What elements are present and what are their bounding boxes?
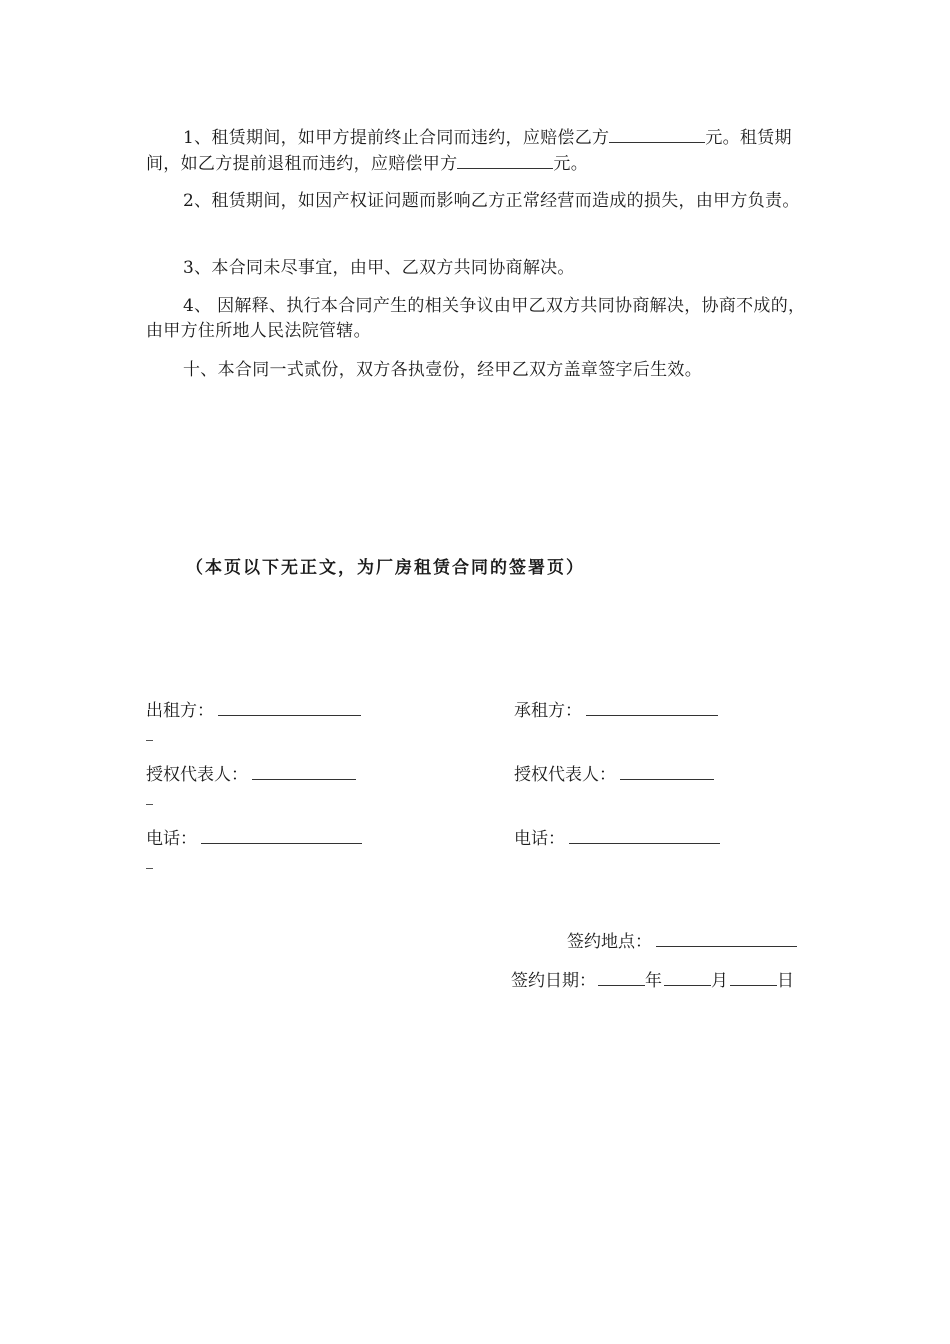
clause-2: 2、租赁期间，如因产权证问题而影响乙方正常经营而造成的损失，由甲方负责。 [183,191,800,211]
clause-1 [146,125,808,177]
lessor-rep-blank [252,762,356,780]
clause-10: 十、本合同一式贰份，双方各执壹份，经甲乙双方盖章签字后生效。 [183,360,702,380]
lessee-rep-blank [620,762,714,780]
lessor-party-line [146,698,361,722]
lessor-phone-line [146,826,362,850]
lessor-party-overflow-dash [146,740,153,741]
clause-1-text-c: 元。 [553,154,589,174]
clause-1-text-a: 1、租赁期间，如甲方提前终止合同而违约，应赔偿乙方 [183,128,610,148]
lessor-phone-overflow-dash [146,868,153,869]
lessor-party-label: 出租方： [146,701,214,721]
compensation-to-lessee-blank [609,125,705,143]
signing-date-label: 签约日期： [511,971,596,991]
lessee-party-blank [586,698,718,716]
lessee-rep-line [514,762,714,786]
signing-place-line [567,929,797,953]
signature-page-note: （本页以下无正文，为厂房租赁合同的签署页） [186,558,585,578]
month-label: 月 [711,971,728,991]
lessee-phone-line [514,826,720,850]
clause-4: 4、 因解释、执行本合同产生的相关争议由甲乙双方共同协商解决，协商不成的，由甲方住所地人民法院管辖。 [146,296,806,341]
compensation-to-lessor-blank [457,151,553,169]
lessee-party-line [514,698,718,722]
signing-place-label: 签约地点： [567,932,652,952]
lessor-rep-label: 授权代表人： [146,765,248,785]
lessor-phone-blank [201,826,362,844]
lessor-rep-line [146,762,356,786]
lessor-rep-overflow-dash [146,804,153,805]
lessee-phone-label: 电话： [514,829,565,849]
lessee-party-label: 承租方： [514,701,582,721]
lessee-rep-label: 授权代表人： [514,765,616,785]
lessee-phone-blank [569,826,720,844]
year-blank [598,968,645,986]
clause-3: 3、本合同未尽事宜，由甲、乙双方共同协商解决。 [183,258,575,278]
clause-1-text-b: 元。租赁期间，如乙方提前退租而违约，应赔偿甲方 [146,128,792,174]
year-label: 年 [645,971,662,991]
lessor-phone-label: 电话： [146,829,197,849]
day-blank [730,968,777,986]
month-blank [664,968,711,986]
signing-place-blank [656,929,797,947]
lessor-party-blank [218,698,361,716]
signing-date-line [511,968,794,992]
day-label: 日 [777,971,794,991]
